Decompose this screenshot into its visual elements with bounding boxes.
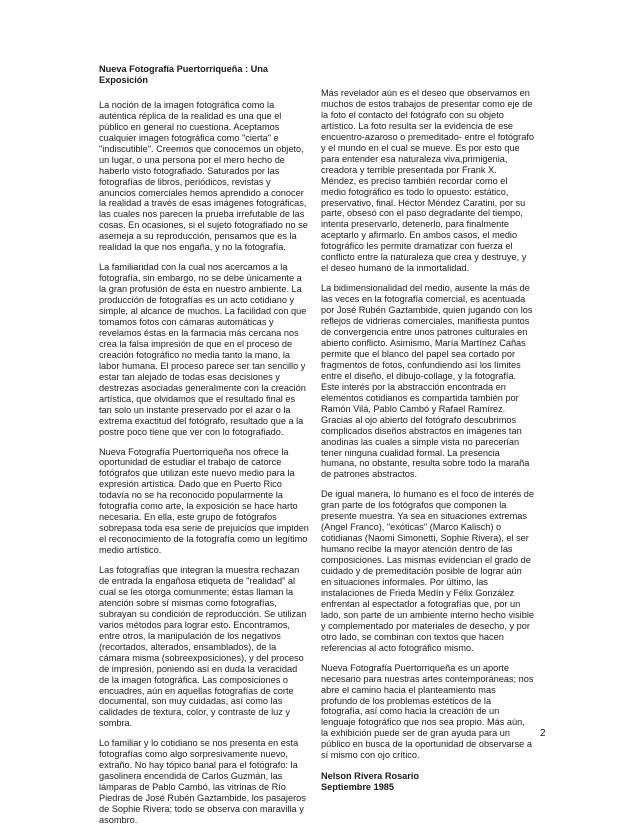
document-date: Septiembre 1985 [321,782,395,793]
right-column [321,64,534,793]
signature-block [321,771,534,793]
paragraph: De igual manera, lo humano es el foco de interés de gran parte de los fotógrafos que componen la presente muestra. Ya sea en situaciones extremas (Angel Franco), "exóticas" (Marco Kalisch) o cotidianas (Naomi Simonetti, Sophie Rivera), el ser humano recibe la mayor atención dentro de las composiciones. Las mismas evidencian el grado de cuidado y de premeditación posible de lograr aún en situaciones informales. Por último, las instalaciones de Frieda Medín y Félix González enfrentan al espectador a fotografías que, por un lado, son parte de un ambiente interno hecho visible y complementado por materiales de desecho, y por otro lado, se combinan con textos que hacen referencias al acto fotográfico mismo. [321,489,534,653]
paragraph: La bidimensionalidad del medio, ausente la más de las veces en la fotografía comercial, es acentuada por José Rubén Gaztambide, quien jugando con los reflejos de vidrieras comerciales, manifiesta puntos de convergencia entre unos patrones culturales en abierto conflicto. Asimismo, María Martínez Cañas permite que el blanco del papel sea cortado por fragmentos de fotos, confundiendo así los límites entre el diseño, el dibujo-collage, y la fotografía. Este interés por la abstracción encontrada en elementos cotidianos es compartida también por Ramón Vilá, Pablo Cambó y Rafael Ramírez. Gracias al ojo abierto del fotógrafo descubrimos complicados diseños abstractos en imágenes tan anodinas las cuales a simple vista no parecerían tener ninguna cualidad formal. La presencia humana, no obstante, resulta sobre todo la maraña de patrones abstractos. [321,283,533,480]
paragraph: La noción de la imagen fotográfica como la auténtica réplica de la realidad es una que el público en general no cuestiona. Aceptamos cualquier imagen fotográfica como "cierta" e "indiscutible". Creemos que conocemos un objeto, un lugar, o una persona por el mero hecho de haberlo visto fotografiado. Saturados por las fotografías de libros, periódicos, revistas y anuncios comerciales hemos aprendido a conocer la realidad a través de esas imágenes fotográficas, las cuales nos parecen la prueba irrefutable de las cosas. En ocasiones, si el sujeto fotografiado no se asemeja a su reproducción, pensamos que es la realidad la que nos engaña, y no la fotografía. [99,99,308,253]
paragraph: La familiaridad con la cual nos acercamos a la fotografía, sin embargo, no se debe únicamente a la gran profusión de ésta en nuestro ambiente. La producción de fotografías es un acto cotidiano y simple, al alcance de muchos. La facilidad con que tomamos fotos con cámaras automáticas y revelamos éstas en la farmacia más cercana nos crea la falsa impresión de que en el proceso de creación fotográfico no media tanto la mano, la labor humana. El proceso parece ser tan sencillo y estar tan alejado de todas esas decisiones y destrezas asociadas generalmente con la creación artística, que olvidamos que el resultado final es tan solo un instante preservado por el azar o la extrema exactitud del fotógrafo, resultado que a la postre poco tiene que ver con lo fotografiado. [99,262,307,437]
document-title: Nueva Fotografía Puertorriqueña : Una Exposición [99,64,268,85]
author-name: Nelson Rivera Rosario [321,771,420,782]
paragraph: Nueva Fotografía Puertorriqueña nos ofrece la oportunidad de estudiar el trabajo de catorce fotógrafos que utilizan este nuevo medio para la expresión artística. Dado que en Puerto Rico todavía no se ha reconocido popularmente la fotografía como arte, la exposición se hace harto necesaria. En ella, este grupo de fotógrafos sobrepasa toda esa serie de prejuicios que impiden el reconocimiento de la fotografía como un legítimo medio artístico. [99,446,309,556]
paragraph: Lo familiar y lo cotidiano se nos presenta en esta fotografías como algo sorpresivamente nuevo, extraño. No hay tópico banal para el fotógrafo: la gasolinera encendida de Carlos Guzmán, las lámparas de Pablo Cambó, las vitrinas de Río Piedras de José Rubén Gaztambide, los pasajeros de Sophie Rivera; todo se observa con maravilla y asombro. [99,738,306,825]
page-number: 2 [540,728,546,739]
paragraph: Las fotografías que integran la muestra rechazan de entrada la engañosa etiqueta de "realidad" al cual se les otorga comunmente; éstas llaman la atención sobre sí mismas como fotografías, subrayan su condición de reproducción. Se utilizan varios métodos para lograr esto. Encontramos, entre otros, la manipulación de los negativos (recortados, alterados, ensamblados), de la cámara misma (sobreexposiciones), y del proceso de impresión, poniendo así en duda la veracidad de la imagen fotográfica. Las composiciones o encuadres, aún en aquellas fotografías de corte documental, son muy cuidadas, así como las calidades de textura, color, y contraste de luz y sombra. [99,565,307,729]
left-column [99,64,309,835]
paragraph: Nueva Fotografía Puertorriqueña es un aporte necesario para nuestras artes contemporáneas; nos abre el camino hacia el planteamiento mas profundo de los problemas estéticos de la fotografía, así como hacia la creación de un lenguaje fotográfico que nos sea propio. Más aún, la exhibición puede ser de gran ayuda para un público en busca de la oportunidad de observarse a sí mismo con ojo crítico. [321,662,534,761]
paragraph: Más revelador aún es el deseo que observamos en muchos de estos trabajos de presentar como eje de la foto el contacto del fotógrafo con su objeto artístico. La foto resulta ser la evidencia de ese encuentro-azaroso o premeditado- entre el fotógrafo y el mundo en el cual se mueve. Es por esto que para entender esa naturaleza viva,primigenia, creadora y terrible presentada por Frank X. Méndez, es preciso también recordar como el medio fotográfico es todo lo opuesto: estático, preservativo, final. Héctor Méndez Caratini, por su parte, obsesó con el paso degradante del tiempo, intenta preservarlo, detenerlo, para finalmente aceptarlo y afirmarlo. En ambos casos, el medio fotográfico les permite dramatizar con fuerza el conflicto entre la naturaleza que crea y destruye, y el deseo humano de la inmortalidad. [321,88,534,274]
